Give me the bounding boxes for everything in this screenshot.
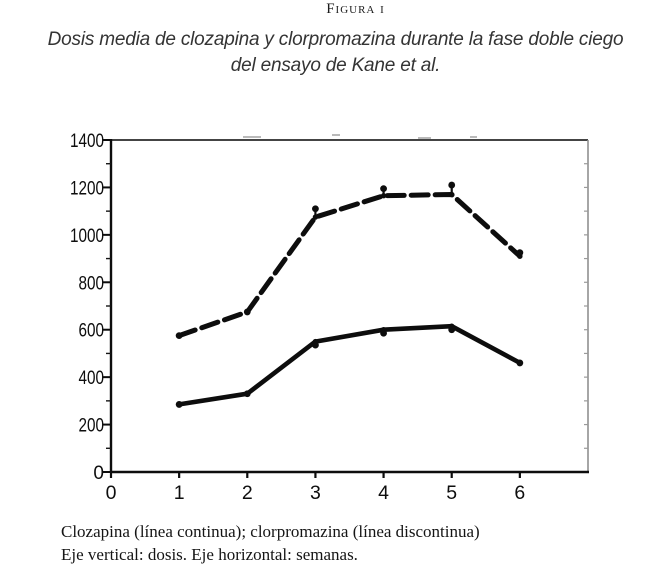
series-clozapina-line [176,323,524,407]
svg-text:400: 400 [78,368,104,390]
svg-text:1: 1 [173,482,185,504]
svg-text:1200: 1200 [70,178,104,200]
svg-text:800: 800 [78,273,104,295]
caption-axes-line: Eje vertical: dosis. Eje horizontal: semanas. [61,545,358,564]
svg-text:0: 0 [93,463,104,484]
svg-text:6: 6 [514,482,526,504]
svg-text:200: 200 [78,415,104,437]
svg-text:600: 600 [78,320,104,342]
svg-text:4: 4 [378,482,390,504]
svg-text:3: 3 [309,482,321,504]
figure-label: Figura i [326,1,385,17]
svg-text:0: 0 [105,482,117,504]
figure-title-line1: Dosis media de clozapina y clorpromazina durante la fase doble ciego [47,29,624,50]
svg-text:5: 5 [446,482,458,504]
svg-text:1400: 1400 [70,131,104,152]
svg-text:2: 2 [241,482,253,504]
caption-legend-line: Clozapina (línea continua); clorpromazina (línea discontinua) [61,522,480,541]
figure-title-line2: del ensayo de Kane et al. [230,55,441,76]
series-clorpromazina-line [176,182,524,339]
plot-border [110,134,589,473]
y-axis [70,131,588,484]
figure-caption [61,520,480,566]
svg-text:1000: 1000 [70,225,104,247]
x-axis [106,472,526,504]
